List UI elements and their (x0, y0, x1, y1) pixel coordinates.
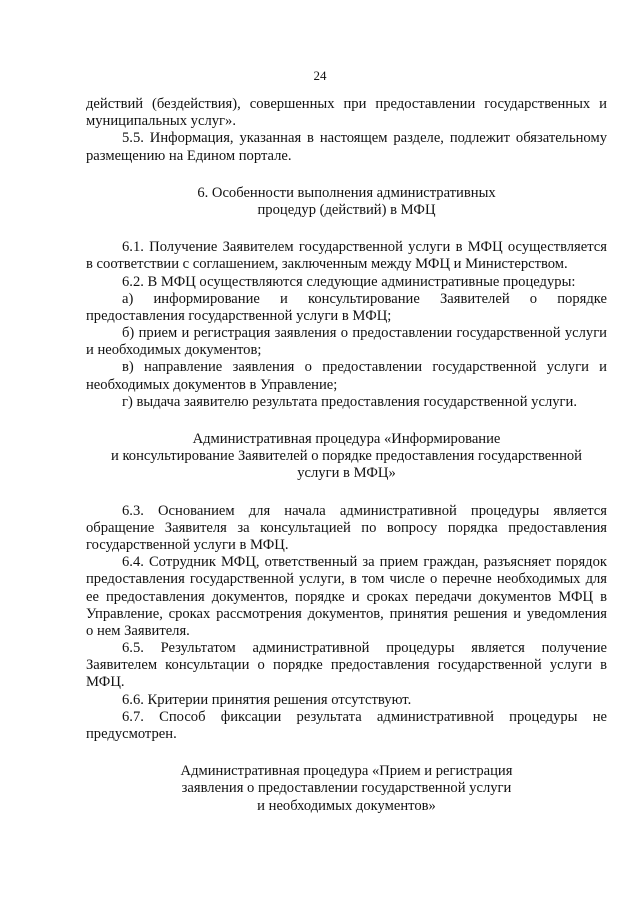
list-item-g (86, 394, 607, 411)
paragraph-6-7 (86, 709, 607, 743)
text-line: 6.1. Получение Заявителем государственной услуги в МФЦ осуществляется (122, 239, 607, 256)
document-body (86, 96, 607, 815)
paragraph-6-5 (86, 640, 607, 692)
text-line: г) выдача заявителю результата предоставления государственной услуги. (122, 393, 577, 410)
text-line: размещению на Едином портале. (86, 147, 292, 164)
heading-line: Административная процедура «Информирование (192, 431, 501, 447)
text-line: и необходимых документов; (86, 342, 262, 359)
paragraph-6-3 (86, 503, 607, 555)
section-6-heading (86, 185, 607, 219)
text-line: необходимых документов в Управление; (86, 376, 338, 393)
text-line: б) прием и регистрация заявления о предоставлении государственной услуги (122, 325, 607, 342)
text-line: обращение Заявителя за консультацией по вопросу порядка предоставления (86, 519, 607, 536)
text-line: в) направление заявления о предоставлении государственной услуги и (122, 359, 607, 376)
paragraph-complaints-end (86, 96, 607, 130)
paragraph-6-4 (86, 554, 607, 640)
paragraph-6-2 (86, 274, 607, 291)
heading-line: 6. Особенности выполнения административных (197, 184, 496, 201)
text-line: 6.6. Критерии принятия решения отсутствуют. (122, 691, 412, 708)
heading-line: и необходимых документов» (257, 797, 436, 814)
text-line: 6.5. Результатом административной процедуры является получение (122, 640, 607, 657)
text-line: 6.7. Способ фиксации результата административной процедуры не (122, 708, 607, 725)
page-number: 24 (313, 68, 327, 83)
paragraph-6-1 (86, 239, 607, 273)
text-line: ее предоставления документов, порядке и сроках передачи документов МФЦ в (86, 588, 607, 605)
text-line: 5.5. Информация, указанная в настоящем разделе, подлежит обязательному (122, 130, 607, 147)
list-item-a (86, 291, 607, 325)
text-line: государственной услуги в МФЦ. (86, 536, 289, 553)
text-line: предоставления государственной услуги в МФЦ; (86, 307, 392, 324)
procedure-b-heading (86, 763, 607, 815)
text-line: предоставления государственной услуги, в том числе о перечне необходимых для (86, 571, 607, 588)
heading-line: и консультирование Заявителей о порядке предоставления государственной (111, 448, 582, 465)
text-line: в соответствии с соглашением, заключенным между МФЦ и Министерством. (86, 256, 568, 273)
paragraph-6-6 (86, 692, 607, 709)
procedure-a-heading (86, 431, 607, 483)
text-line: а) информирование и консультирование Заявителей о порядке (122, 290, 607, 307)
list-item-b (86, 325, 607, 359)
heading-line: услуги в МФЦ» (297, 465, 396, 482)
text-line: Заявителем консультации о порядке предоставления государственной услуги в (86, 657, 607, 674)
heading-line: Административная процедура «Прием и регистрация (180, 763, 513, 780)
text-line: Управление, сроках рассмотрения документов, принятия решения и уведомления (86, 605, 607, 622)
text-line: муниципальных услуг». (86, 113, 236, 130)
heading-line: процедур (действий) в МФЦ (257, 201, 436, 218)
text-line: 6.2. В МФЦ осуществляются следующие административные процедуры: (122, 273, 576, 290)
text-line: действий (бездействия), совершенных при предоставлении государственных и (86, 96, 607, 112)
heading-line: заявления о предоставлении государственной услуги (181, 780, 512, 797)
text-line: предусмотрен. (86, 726, 177, 742)
text-line: МФЦ. (86, 674, 125, 691)
text-line: 6.3. Основанием для начала административной процедуры является (122, 502, 607, 519)
list-item-v (86, 359, 607, 393)
text-line: о нем Заявителя. (86, 622, 190, 639)
paragraph-5-5 (86, 130, 607, 164)
text-line: 6.4. Сотрудник МФЦ, ответственный за прием граждан, разъясняет порядок (122, 554, 607, 571)
